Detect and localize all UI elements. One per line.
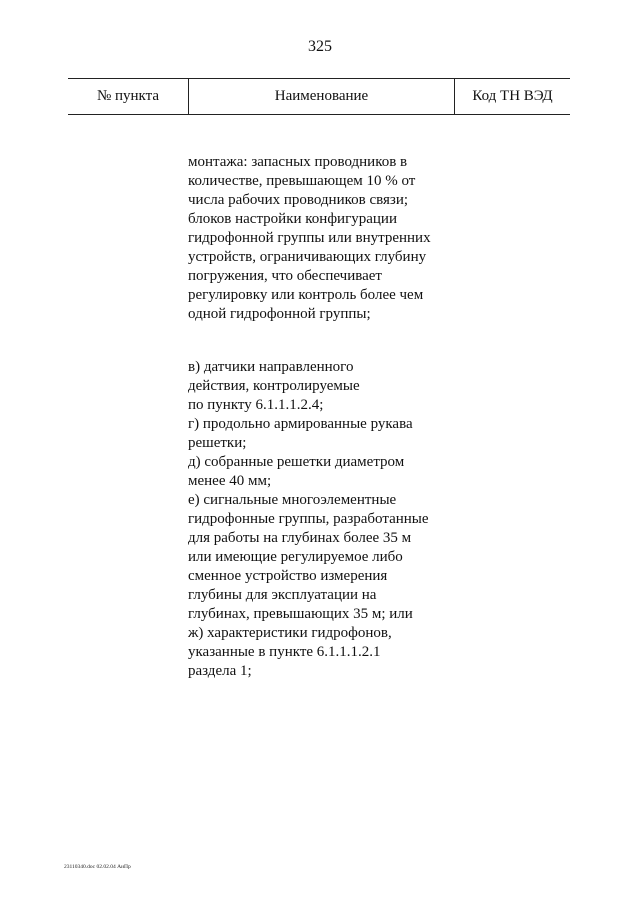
paragraph-list-items: в) датчики направленного действия, контролируемые по пункту 6.1.1.1.2.4; г) продольно армированные рукава решетки; д) собранные решетки диаметром менее 40 мм; е) сигнальные многоэлементные гидрофонные группы, разработанные для работы на глубинах более 35 м или имеющие регулируемое либо сменное устройство измерения глубины для эксплуатации на глубинах, превышающих 35 м; или ж) характеристики гидрофонов, указанные в пункте 6.1.1.1.2.1 раздела 1; [188, 359, 429, 679]
content-column [188, 134, 468, 700]
column-header-code: Код ТН ВЭД [472, 88, 553, 104]
footer-file-reference: 23110340.doc 02.02.04 АиПр [64, 864, 131, 870]
paragraph-mounting: монтажа: запасных проводников в количестве, превышающем 10 % от числа рабочих проводников связи; блоков настройки конфигурации гидрофонной группы или внутренних устройств, ограничивающих глубину погружения, что обеспечивает регулировку или контроль более чем одной гидрофонной группы; [188, 154, 431, 322]
column-header-name: Наименование [188, 79, 455, 114]
page-number: 325 [308, 38, 332, 55]
column-header-number: № пункта [96, 88, 160, 104]
table-header [68, 78, 570, 115]
